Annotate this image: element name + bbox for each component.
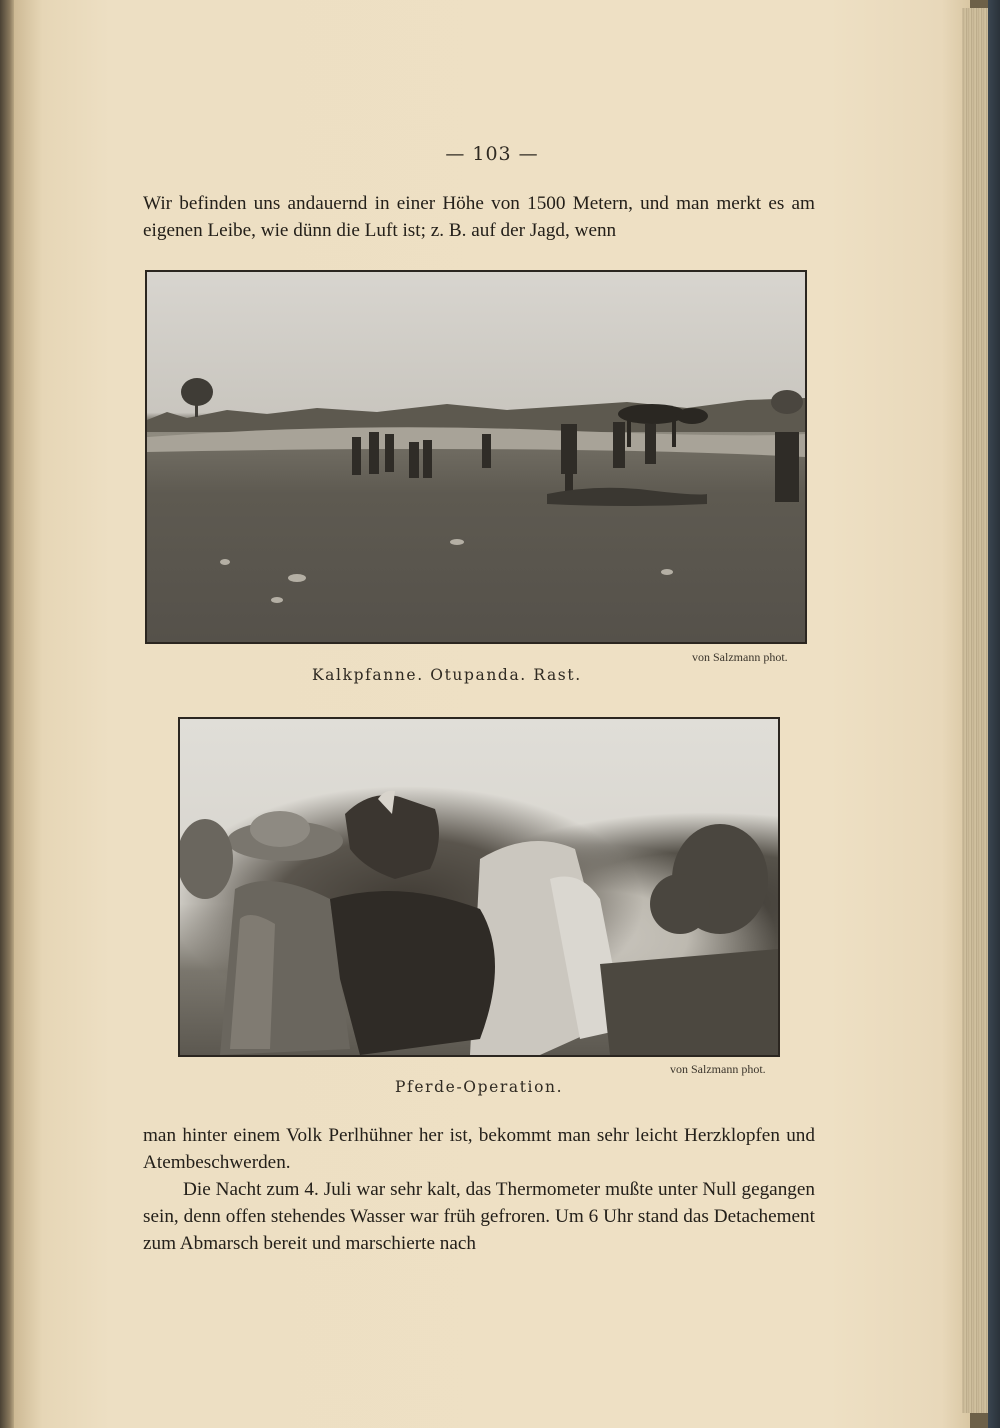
text-top: [143, 190, 815, 244]
photo-credit-2: von Salzmann phot.: [670, 1062, 766, 1076]
caption-kalkpfanne: Kalkpfanne. Otupanda. Rast.: [312, 666, 582, 684]
book-spine-edge: [0, 0, 14, 1428]
paragraph-top: Wir befinden uns andauernd in einer Höhe von 1500 Metern, und man merkt es am eigenen Leibe, wie dünn die Luft ist; z. B. auf der Jagd, wenn: [143, 193, 815, 241]
photo-pferde-operation-drawing: [180, 719, 778, 1055]
photo-kalkpfanne: [145, 270, 807, 644]
book-cover-edge: [988, 0, 1000, 1428]
paragraph-night: Die Nacht zum 4. Juli war sehr kalt, das Thermometer mußte unter Null gegangen sein, denn offen stehendes Wasser war früh gefroren. Um 6 Uhr stand das Detachement zum Abmarsch bereit und marschierte nach: [143, 1179, 815, 1254]
photo-kalkpfanne-drawing: [147, 272, 805, 642]
caption-pferde-operation: Pferde-Operation.: [395, 1078, 564, 1096]
photo-credit-1: von Salzmann phot.: [692, 650, 788, 664]
page-number: — 103 —: [445, 143, 539, 165]
paragraph-continuation: man hinter einem Volk Perlhühner her ist, bekommt man sehr leicht Herzklopfen und Atembeschwerden.: [143, 1125, 815, 1173]
photo-pferde-operation: [178, 717, 780, 1057]
text-bottom: [143, 1122, 815, 1257]
book-page: [14, 0, 970, 1428]
